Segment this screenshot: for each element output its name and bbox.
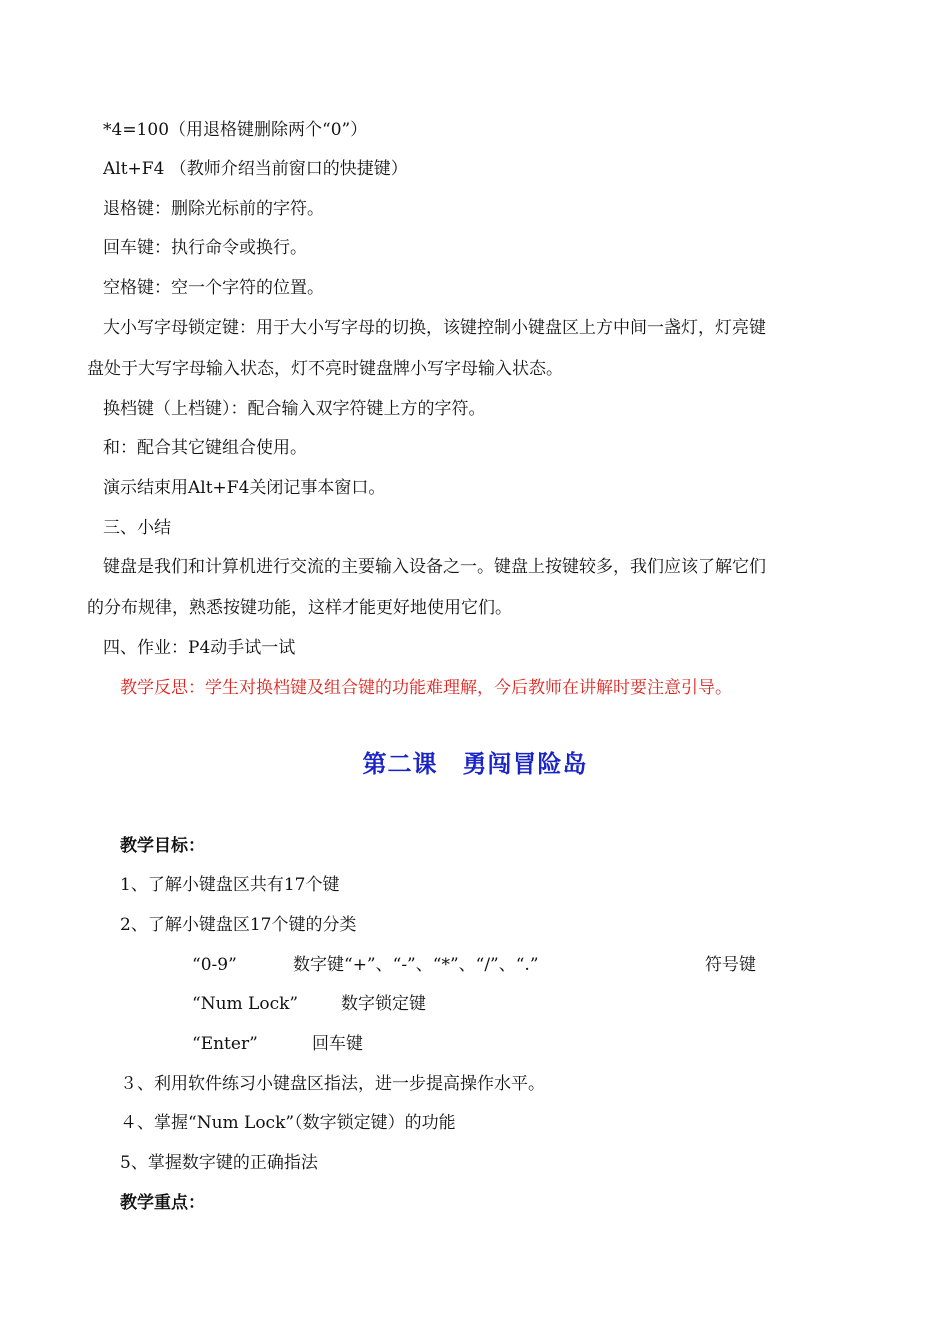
digits-and-symbols-label: 数字键“+”、“-”、“*”、“/”、“.”: [293, 955, 539, 975]
numlock-description: 数字锁定键: [341, 994, 426, 1014]
backspace-key-line: 退格键：删除光标前的字符。: [103, 199, 324, 219]
numlock-key-label: “Num Lock”: [192, 994, 299, 1014]
enter-description: 回车键: [312, 1034, 363, 1054]
space-key-line: 空格键：空一个字符的位置。: [103, 278, 324, 298]
summary-line-1: 键盘是我们和计算机进行交流的主要输入设备之一。键盘上按键较多，我们应该了解它们: [103, 557, 766, 577]
capslock-line-1: 大小写字母锁定键：用于大小写字母的切换，该键控制小键盘区上方中间一盏灯，灯亮键: [103, 318, 766, 338]
capslock-line-2: 盘处于大写字母输入状态，灯不亮时键盘牌小写字母输入状态。: [87, 359, 563, 379]
objective-4: ４、掌握“Num Lock”（数字锁定键）的功能: [120, 1113, 456, 1133]
objectives-heading: 教学目标：: [120, 836, 205, 856]
shift-key-line: 换档键（上档键）：配合输入双字符键上方的字符。: [103, 399, 486, 419]
objective-5: 5、掌握数字键的正确指法: [120, 1153, 318, 1173]
objective-3: ３、利用软件练习小键盘区指法，进一步提高操作水平。: [120, 1074, 545, 1094]
summary-line-2: 的分布规律，熟悉按键功能，这样才能更好地使用它们。: [87, 598, 512, 618]
symbol-key-label: 符号键: [705, 955, 756, 975]
homework-line: 四、作业：P4动手试一试: [103, 638, 296, 658]
lesson-title: 第二课 勇闯冒险岛: [362, 750, 588, 778]
teaching-reflection: 教学反思：学生对换档键及组合键的功能难理解，今后教师在讲解时要注意引导。: [120, 678, 732, 698]
objective-2: 2、了解小键盘区17个键的分类: [120, 915, 357, 935]
backspace-demo-line: *4=100（用退格键删除两个“0”）: [103, 120, 368, 140]
demo-end-line: 演示结束用Alt+F4关闭记事本窗口。: [103, 478, 386, 498]
digits-key-label: “0-9”: [192, 955, 237, 975]
enter-key-line: 回车键：执行命令或换行。: [103, 238, 307, 258]
key-points-heading: 教学重点：: [120, 1193, 205, 1213]
alt-f4-line: Alt+F4 （教师介绍当前窗口的快捷键）: [103, 159, 408, 179]
combo-key-line: 和：配合其它键组合使用。: [103, 438, 307, 458]
enter-key-label: “Enter”: [192, 1034, 258, 1054]
summary-heading: 三、小结: [103, 518, 171, 538]
objective-1: 1、了解小键盘区共有17个键: [120, 875, 340, 895]
